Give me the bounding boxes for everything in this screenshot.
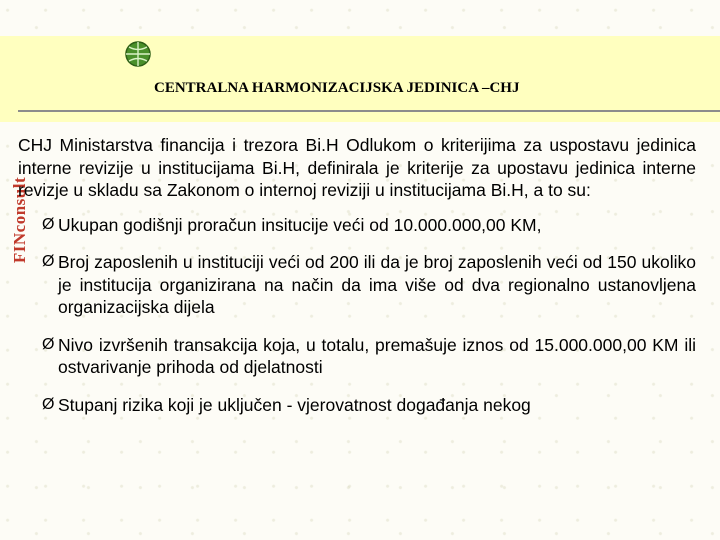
arrow-bullet-icon: Ø — [42, 215, 55, 233]
slide-content — [18, 134, 696, 431]
list-item-text: Broj zaposlenih u instituciji veći od 200 ili da je broj zaposlenih veći od 150 ukoliko je institucija organizirana na način da ima više od dva regionalno ustanovljena organizacijska dijela — [58, 252, 696, 317]
list-item-text: Nivo izvršenih transakcija koja, u totalu, premašuje iznos od 15.000.000,00 KM ili ostvarivanje prihoda od djelatnosti — [58, 334, 696, 377]
arrow-bullet-icon: Ø — [42, 335, 55, 353]
header-divider — [18, 110, 720, 112]
list-item-text: Stupanj rizika koji je uključen - vjerovatnost događanja nekog — [58, 394, 531, 415]
list-item — [18, 334, 696, 379]
page-title: CENTRALNA HARMONIZACIJSKA JEDINICA –CHJ — [154, 80, 520, 96]
intro-paragraph: CHJ Ministarstva financija i trezora Bi.H Odlukom o kriterijima za uspostavu jedinica interne revizije u institucijama Bi.H, definirala je kriterije za upostavu jedinica interne revizje u skladu sa Zakonom o internoj reviziji u institucijama Bi.H, a to su: — [18, 135, 696, 200]
arrow-bullet-icon: Ø — [42, 253, 55, 270]
globe-logo-icon — [124, 40, 152, 68]
list-item — [18, 394, 696, 417]
side-brand-text: FINconsult — [10, 176, 29, 264]
arrow-bullet-icon: Ø — [42, 395, 55, 413]
list-item — [18, 251, 696, 319]
list-item — [18, 214, 696, 237]
list-item-text: Ukupan godišnji proračun insitucije veći od 10.000.000,00 KM, — [58, 214, 542, 235]
